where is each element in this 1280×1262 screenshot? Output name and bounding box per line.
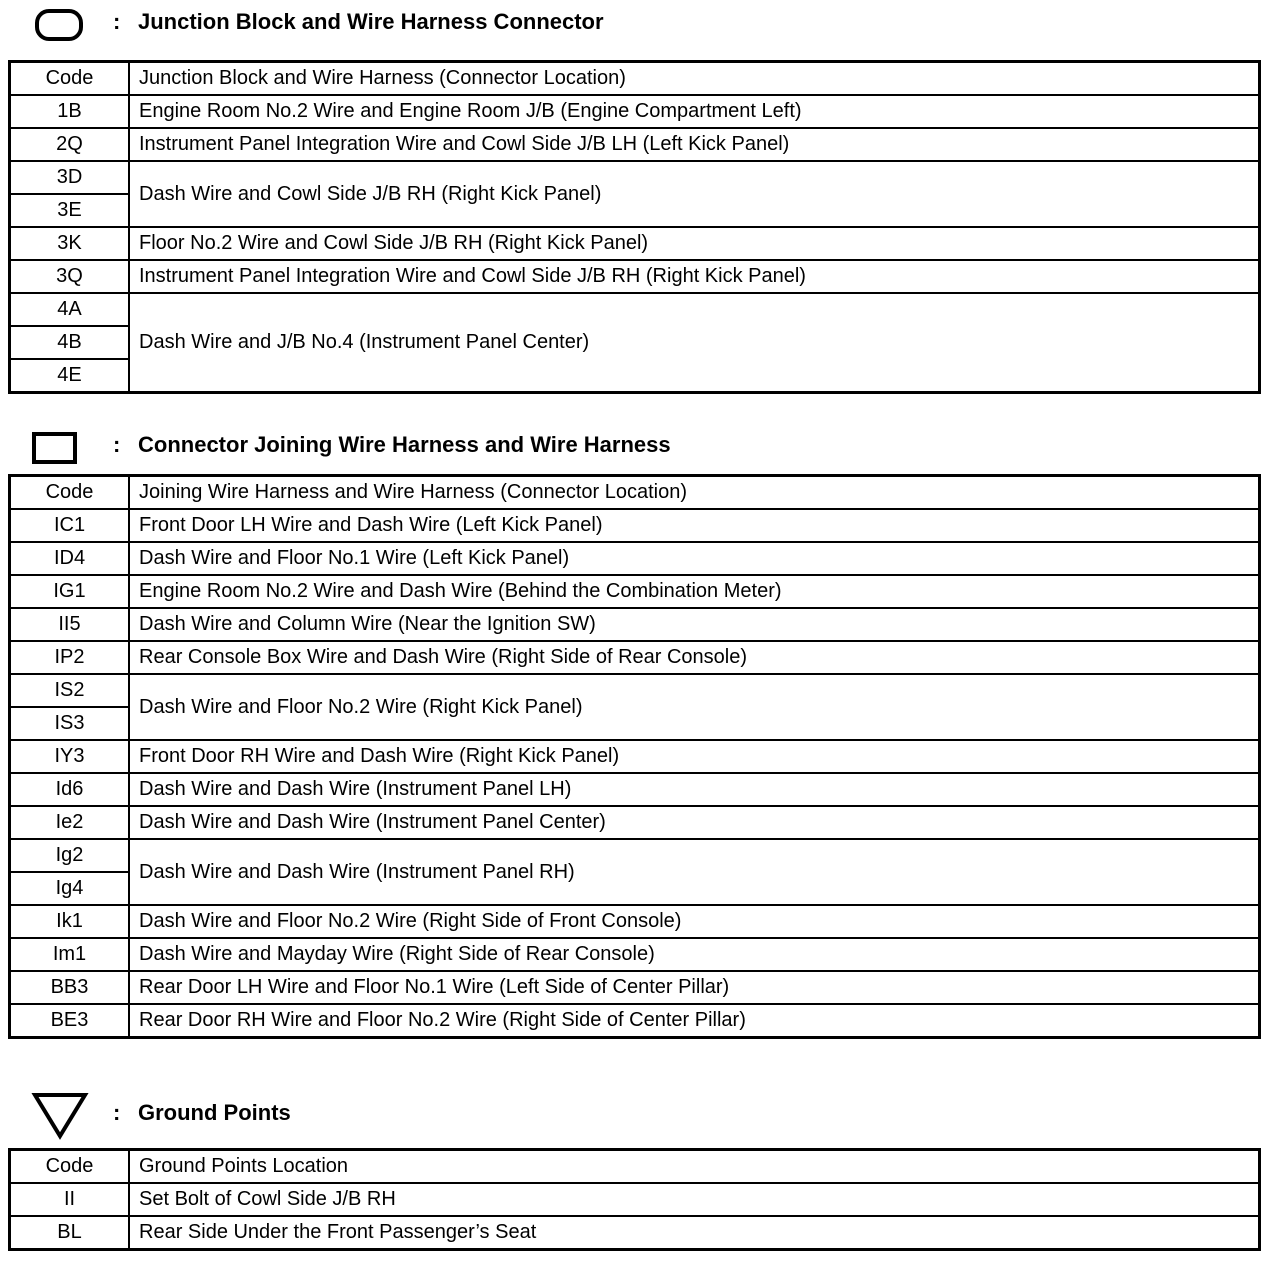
code-cell: IC1 [10,509,130,542]
code-column-header: Code [10,476,130,510]
location-column-header: Junction Block and Wire Harness (Connector Location) [129,62,1260,96]
location-cell: Instrument Panel Integration Wire and Cowl Side J/B LH (Left Kick Panel) [129,128,1260,161]
location-cell: Rear Console Box Wire and Dash Wire (Right Side of Rear Console) [129,641,1260,674]
code-cell: 3D [10,161,130,194]
table-row [10,293,1260,326]
location-cell: Engine Room No.2 Wire and Engine Room J/B (Engine Compartment Left) [129,95,1260,128]
table-row [10,575,1260,608]
location-cell: Dash Wire and Dash Wire (Instrument Panel LH) [129,773,1260,806]
table-header-row [10,62,1260,96]
table-row [10,128,1260,161]
code-cell: Ie2 [10,806,130,839]
triangle-down-icon [30,1090,90,1142]
code-column-header: Code [10,1150,130,1184]
code-cell: IS3 [10,707,130,740]
code-cell: II5 [10,608,130,641]
table-row [10,260,1260,293]
table-row [10,1183,1260,1216]
code-cell: Ik1 [10,905,130,938]
location-cell: Dash Wire and Column Wire (Near the Ignition SW) [129,608,1260,641]
table-row [10,905,1260,938]
location-cell: Instrument Panel Integration Wire and Cowl Side J/B RH (Right Kick Panel) [129,260,1260,293]
location-cell: Rear Door LH Wire and Floor No.1 Wire (Left Side of Center Pillar) [129,971,1260,1004]
section-2-heading [0,424,1280,464]
location-cell: Set Bolt of Cowl Side J/B RH [129,1183,1260,1216]
code-cell: 3Q [10,260,130,293]
code-cell: 3K [10,227,130,260]
code-cell: II [10,1183,130,1216]
table-row [10,740,1260,773]
table-row [10,641,1260,674]
location-cell: Dash Wire and Floor No.2 Wire (Right Side of Front Console) [129,905,1260,938]
table-row [10,971,1260,1004]
rectangle-icon [31,431,79,465]
code-cell: Ig2 [10,839,130,872]
code-cell: BE3 [10,1004,130,1038]
location-column-header: Joining Wire Harness and Wire Harness (Connector Location) [129,476,1260,510]
code-cell: 4B [10,326,130,359]
location-cell: Rear Door RH Wire and Floor No.2 Wire (Right Side of Center Pillar) [129,1004,1260,1038]
code-cell: Ig4 [10,872,130,905]
code-cell: 1B [10,95,130,128]
location-cell: Dash Wire and Cowl Side J/B RH (Right Kick Panel) [129,161,1260,227]
location-cell: Engine Room No.2 Wire and Dash Wire (Behind the Combination Meter) [129,575,1260,608]
rounded-rectangle-icon [34,8,84,42]
section-1-heading [0,0,1280,40]
location-cell: Floor No.2 Wire and Cowl Side J/B RH (Right Kick Panel) [129,227,1260,260]
location-cell: Dash Wire and Floor No.2 Wire (Right Kick Panel) [129,674,1260,740]
location-cell: Dash Wire and Floor No.1 Wire (Left Kick Panel) [129,542,1260,575]
table-row [10,806,1260,839]
table-row [10,839,1260,872]
table-row [10,95,1260,128]
code-cell: Im1 [10,938,130,971]
table-row [10,608,1260,641]
table-row [10,542,1260,575]
code-cell: Id6 [10,773,130,806]
section-3-heading [0,1090,1280,1130]
location-cell: Dash Wire and Mayday Wire (Right Side of Rear Console) [129,938,1260,971]
colon: : [113,9,121,34]
code-cell: BL [10,1216,130,1250]
table-row [10,938,1260,971]
location-cell: Dash Wire and Dash Wire (Instrument Panel RH) [129,839,1260,905]
table-header-row [10,476,1260,510]
table-header-row [10,1150,1260,1184]
code-cell: 4A [10,293,130,326]
table-row [10,161,1260,194]
table-row [10,509,1260,542]
location-cell: Dash Wire and J/B No.4 (Instrument Panel Center) [129,293,1260,393]
colon: : [113,1100,121,1125]
code-cell: IS2 [10,674,130,707]
ground-points-table [8,1148,1261,1251]
junction-block-table [8,60,1261,394]
code-cell: BB3 [10,971,130,1004]
location-cell: Rear Side Under the Front Passenger’s Seat [129,1216,1260,1250]
code-cell: ID4 [10,542,130,575]
code-cell: 4E [10,359,130,393]
table-row [10,227,1260,260]
location-column-header: Ground Points Location [129,1150,1260,1184]
section-title: Connector Joining Wire Harness and Wire Harness [138,432,671,457]
table-row [10,1216,1260,1250]
location-cell: Dash Wire and Dash Wire (Instrument Panel Center) [129,806,1260,839]
connector-joining-table [8,474,1261,1039]
code-cell: IP2 [10,641,130,674]
location-cell: Front Door LH Wire and Dash Wire (Left Kick Panel) [129,509,1260,542]
code-cell: IG1 [10,575,130,608]
code-column-header: Code [10,62,130,96]
code-cell: IY3 [10,740,130,773]
code-cell: 2Q [10,128,130,161]
table-row [10,674,1260,707]
section-title: Junction Block and Wire Harness Connector [138,9,604,34]
table-row [10,1004,1260,1038]
section-title: Ground Points [138,1100,291,1125]
location-cell: Front Door RH Wire and Dash Wire (Right Kick Panel) [129,740,1260,773]
colon: : [113,432,121,457]
table-row [10,773,1260,806]
code-cell: 3E [10,194,130,227]
